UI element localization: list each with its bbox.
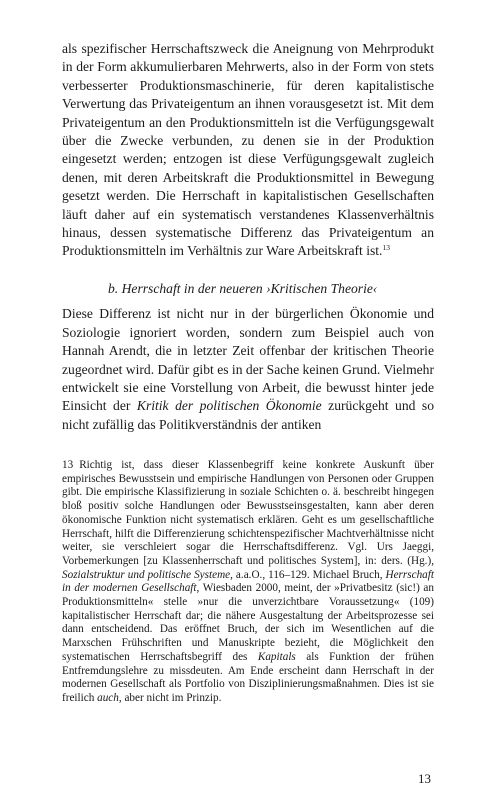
footnote-reference: 13 (382, 243, 390, 253)
cited-title: Kapitals (257, 650, 296, 663)
page-number: 13 (418, 771, 431, 786)
cited-title: Herrschaft in der modernen Gesellschaft (62, 568, 434, 595)
cited-title: Sozialstruktur und politische Systeme (62, 568, 231, 581)
footnote: 13 Richtig ist, dass dieser Klassenbegriff keine konkrete Auskunft über empirisches Bewusstsein und empirische Handlungen von Personen oder Gruppen gibt. Die empirische Klassifizierung in soziale Schichten o. ä. beschreibt hingegen bloß positiv solche Handlungen oder Bewusstseinsgestalten, kann aber deren ökonomische Funktion nicht systematisch erklären. Geht es um gesellschaftliche Herrschaft, hilft die Differenzierung schichtenspezifischer Machtverhältnisse nicht weiter, sie verschleiert sogar die Herrschaftsdifferenz. Vgl. Urs Jaeggi, Vorbemerkungen [zu Klassenherrschaft und politisches System], in: ders. (Hg.), Sozialstruktur und politische Systeme, a.a.O., 116–129. Michael Bruch, Herrschaft in der modernen Gesellschaft, Wiesbaden 2000, meint, der »Privatbesitz (sic!) an Produktionsmitteln« stelle »nur die unverzichtbare Voraussetzung« (109) kapitalistischer Herrschaft dar; die nähere Ausgestaltung der Arbeitsprozesse sei dann entscheidend. Das eröffnet Bruch, der sich im Wesentlichen auf die Marxschen Frühschriften und Manuskripte bezieht, die Möglichkeit den systematischen Herrschaftsbegriff des Kapitals als Funktion der frühen Entfremdungslehre zu missdeuten. Am Ende erscheint dann Herrschaft in der modernen Gesellschaft als Portfolio von Disziplinierungsmaßnahmen. Dies ist sie freilich auch, aber nicht im Prinzip. (62, 459, 434, 704)
paragraph-1: als spezifischer Herrschaftszweck die Aneignung von Mehrprodukt in der Form akkumulierbaren Mehrwerts, also in der Form von stets verbesserter Produktionsmaschinerie, für deren kapitalistische Verwertung das Privateigentum an ihnen vorausgesetzt ist. Mit dem Privateigentum an den Produktionsmitteln ist die Verfügungsgewalt über die Zwecke verbunden, zu denen sie in der Produktion eingesetzt werden; entzogen ist diese Verfügungsgewalt zugleich denen, mit deren Arbeitskraft die Produktionsmittel in Bewegung gesetzt werden. Die Herrschaft in kapitalistischen Gesellschaften läuft daher auf ein systematisch verstandenes Klassenverhältnis hinaus, dessen systematische Differenz das Privateigentum an Produktionsmitteln im Verhältnis zur Ware Arbeitskraft ist.$^{13}$ (62, 41, 434, 259)
emphasis: auch (97, 691, 119, 704)
paragraph-2: Diese Differenz ist nicht nur in der bürgerlichen Ökonomie und Soziologie ignoriert worden, sondern zum Beispiel auch von Hannah Arendt, die in letzter Zeit offenbar der kritischen Theorie zugeordnet wird. Dafür gibt es in der Sache keinen Grund. Vielmehr entwickelt sie eine Vorstellung von Arbeit, die bewusst hinter jede Einsicht der Kritik der politischen Ökonomie zurückgeht und so nicht zufällig das Politikverständnis der antiken (62, 306, 434, 432)
section-heading: b. Herrschaft in der neueren ›Kritischen Theorie‹ (108, 280, 378, 296)
main-text (62, 40, 434, 434)
footnote-number: 13 (62, 459, 74, 471)
book-title: Kritik der politischen Ökonomie (136, 398, 322, 414)
